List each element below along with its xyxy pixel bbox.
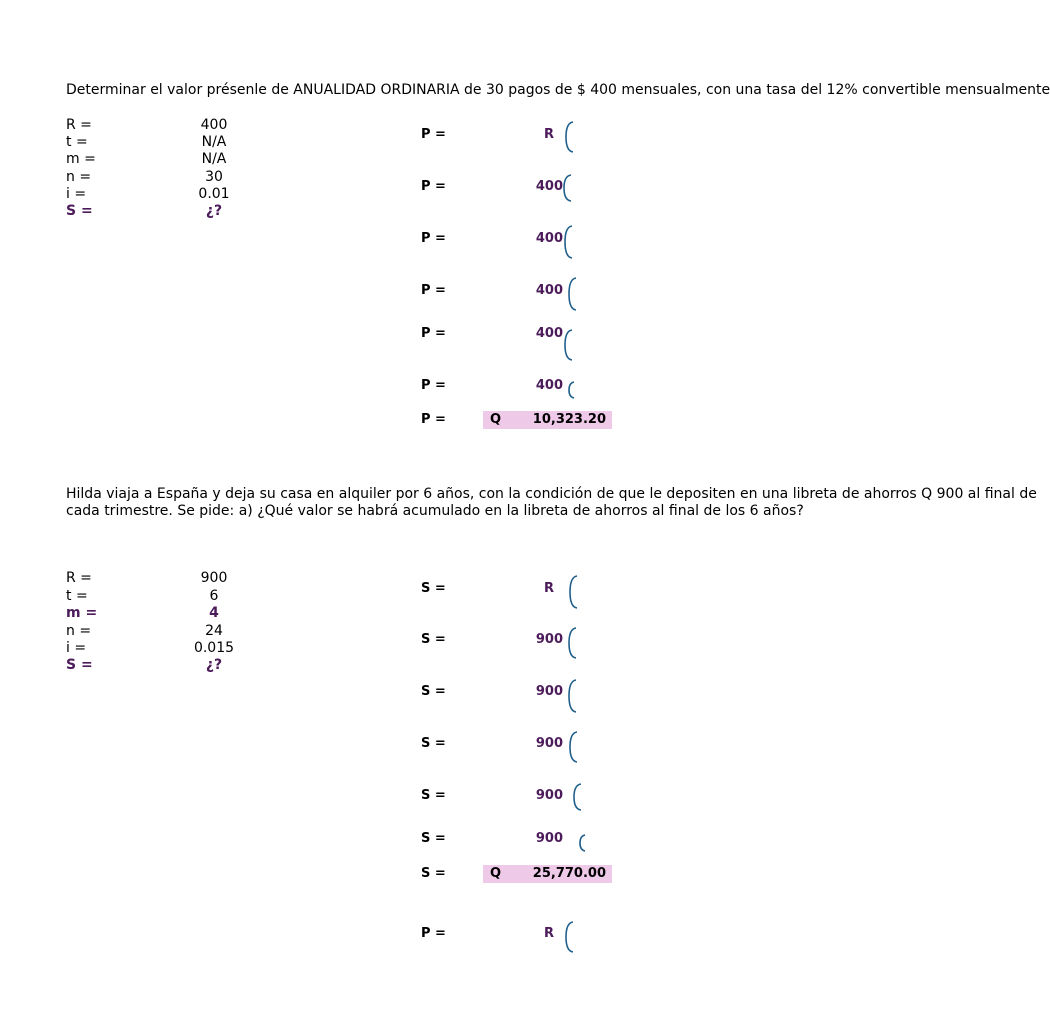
step-label: S = (421, 581, 446, 596)
step-value: 900 (535, 831, 563, 846)
var-value-unknown: ¿? (205, 203, 223, 219)
step-value: 900 (535, 736, 563, 751)
step-value: R (543, 127, 554, 142)
step-value: 400 (535, 231, 563, 246)
result-label: P = (421, 412, 446, 427)
problem2-statement-line1: Hilda viaja a España y deja su casa en alquiler por 6 años, con la condición de que le depositen en una libreta de ahorros Q 900 al final de (66, 486, 1037, 502)
open-paren-icon (566, 678, 578, 714)
step-label: S = (421, 684, 446, 699)
var-value: 0.01 (198, 186, 230, 202)
open-paren-icon (562, 328, 574, 362)
step-value: R (543, 926, 554, 941)
open-paren-icon (563, 920, 575, 954)
step-label: P = (421, 283, 446, 298)
var-label-highlight: m = (66, 605, 98, 621)
var-value: 900 (200, 570, 228, 586)
var-label: n = (66, 169, 92, 185)
var-value: 6 (209, 588, 219, 604)
step-label: S = (421, 632, 446, 647)
step-value: 400 (535, 179, 563, 194)
var-label-unknown: S = (66, 203, 93, 219)
step-value: 900 (535, 788, 563, 803)
step-value: 400 (535, 378, 563, 393)
open-paren-icon (561, 173, 573, 203)
var-value: N/A (201, 134, 227, 150)
var-value: 400 (200, 117, 228, 133)
var-value: 0.015 (193, 640, 235, 656)
currency-symbol: Q (490, 866, 502, 881)
var-label: i = (66, 640, 87, 656)
result-label: S = (421, 866, 446, 881)
step-label: P = (421, 127, 446, 142)
result-cell (483, 865, 612, 883)
step-value: 400 (535, 326, 563, 341)
open-paren-icon (566, 380, 576, 400)
problem2-statement-line2: cada trimestre. Se pide: a) ¿Qué valor se habrá acumulado en la libreta de ahorros al final de los 6 años? (66, 503, 804, 519)
step-value: 900 (535, 684, 563, 699)
step-label: S = (421, 831, 446, 846)
result-amount: 10,323.20 (532, 412, 606, 427)
step-label: P = (421, 926, 446, 941)
step-value: R (543, 581, 554, 596)
problem1-statement: Determinar el valor présenle de ANUALIDAD ORDINARIA de 30 pagos de $ 400 mensuales, con una tasa del 12% convertible mensualmente (66, 82, 1050, 98)
var-label-unknown: S = (66, 657, 93, 673)
step-label: P = (421, 231, 446, 246)
open-paren-icon (567, 730, 579, 764)
step-label: S = (421, 788, 446, 803)
var-label: t = (66, 134, 88, 150)
var-label: m = (66, 151, 96, 167)
step-value: 900 (535, 632, 563, 647)
open-paren-icon (566, 626, 578, 660)
open-paren-icon (562, 224, 574, 260)
var-label: t = (66, 588, 88, 604)
result-cell (483, 411, 612, 429)
result-amount: 25,770.00 (532, 866, 606, 881)
var-value: 24 (205, 623, 223, 639)
var-value: 30 (205, 169, 223, 185)
open-paren-icon (563, 120, 575, 154)
var-value-highlight: 4 (209, 605, 219, 621)
open-paren-icon (577, 833, 587, 853)
open-paren-icon (567, 574, 579, 610)
var-value: N/A (201, 151, 227, 167)
step-label: P = (421, 378, 446, 393)
step-label: P = (421, 179, 446, 194)
var-label: i = (66, 186, 87, 202)
open-paren-icon (566, 276, 578, 312)
step-label: P = (421, 326, 446, 341)
var-label: R = (66, 570, 92, 586)
currency-symbol: Q (490, 412, 502, 427)
var-label: n = (66, 623, 92, 639)
var-value-unknown: ¿? (205, 657, 223, 673)
step-value: 400 (535, 283, 563, 298)
open-paren-icon (571, 782, 583, 812)
step-label: S = (421, 736, 446, 751)
var-label: R = (66, 117, 92, 133)
